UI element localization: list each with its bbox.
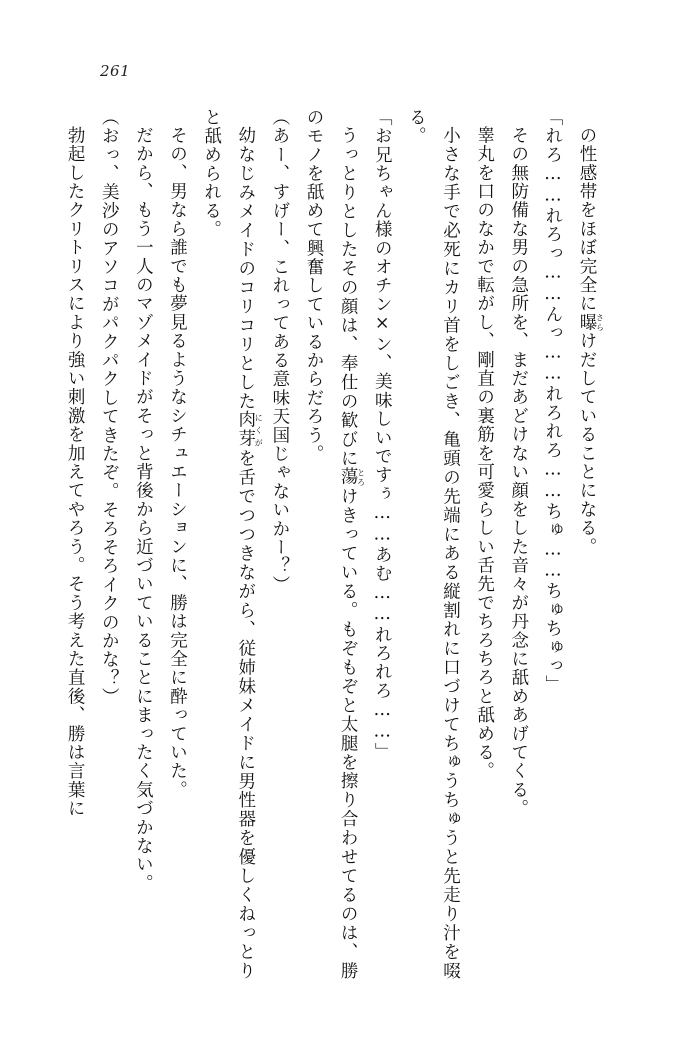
paragraph: （あー、すげー、これってある意味天国じゃないかー？）: [269, 108, 290, 595]
paragraph: 睾丸を口のなかで転がし、剛直の裏筋を可愛らしい舌先でちろちろと舐める。: [474, 125, 495, 780]
paragraph: 勃起したクリトリスにより強い刺激を加えてやろう。そう考えた直後、勝は言葉に: [65, 125, 86, 818]
paragraph: 幼なじみメイドのコリコリとした肉芽にくがを舌でつつきながら、従姉妹メイドに男性器を優しくねっとりと舐められる。: [201, 108, 264, 981]
paragraph: その無防備な男の急所を、まだあどけない顔をした音々が丹念に舐めあげてくる。: [508, 125, 529, 818]
paragraph: 「れろ……れろっ……んっ……れろれろ……ちゅ……ちゅちゅっ」: [542, 108, 563, 694]
paragraph: （おっ、美沙のアソコがパクパクしてきたぞ。そろそろイクのかな？）: [99, 108, 120, 707]
paragraph: その、男なら誰でも夢見るようなシチュエーションに、勝は完全に酔っていた。: [167, 125, 188, 799]
paragraph: だから、もう一人のマゾメイドがそっと背後から近づいていることにまったく気づかない。: [133, 125, 154, 893]
paragraph: うっとりとしたその顔は、奉仕の歓びに蕩とろけきっている。もぞもぞと太腿を擦り合わせてるのは、勝のモノを舐めて興奮しているからだろう。: [304, 108, 366, 980]
paragraph: 小さな手で必死にカリ首をしごき、亀頭の先端にある縦割れに口づけてちゅうちゅうと先走り汁を啜る。: [406, 108, 461, 980]
page-body-text: [65, 108, 605, 981]
paragraph: の性感帯をほぼ完全に曝さらけだしていることになる。: [577, 125, 605, 556]
page-number: 261: [100, 62, 131, 80]
paragraph: 「お兄ちゃん様のオチン×ン、美味しいですぅ……あむ……れろれろ……」: [372, 108, 393, 762]
